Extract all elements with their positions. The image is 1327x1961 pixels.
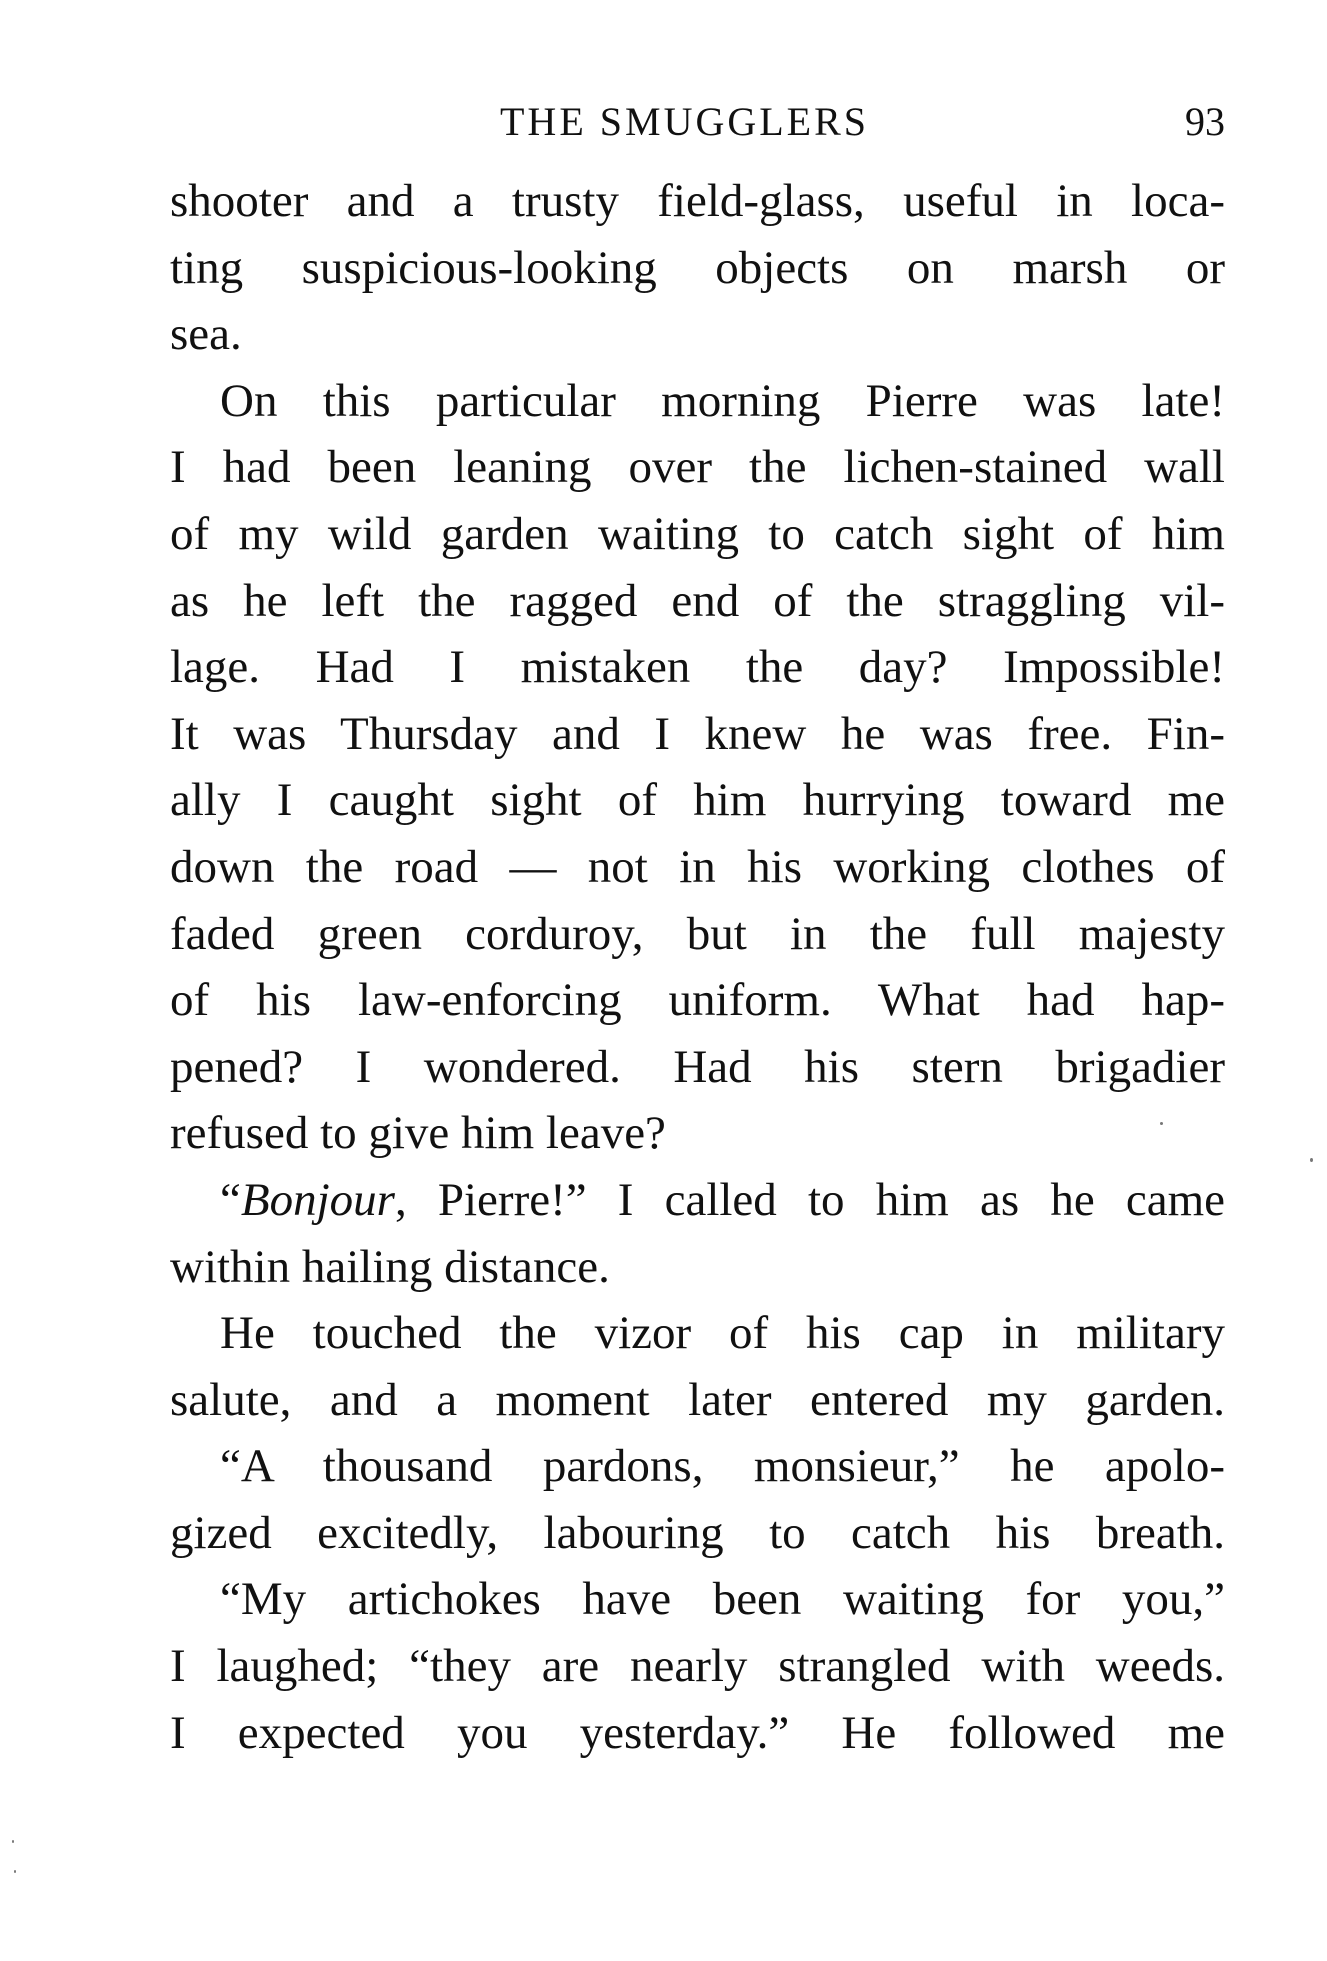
text-line: It was Thursday and I knew he was free. Fin- [170,707,1225,760]
text-line: I expected you yesterday.” He followed me [170,1706,1225,1759]
text-line: I laughed; “they are nearly strangled with weeds. [170,1640,1225,1693]
text-line: salute, and a moment later entered my garden. [170,1373,1225,1426]
italic-word: Bonjour [240,1173,395,1226]
paper-speck [14,1870,16,1873]
text-line: sea. [170,308,242,361]
text-fragment: , Pierre!” I called to him as he came [394,1173,1225,1226]
text-line: down the road — not in his working clothes of [170,840,1225,893]
text-line-with-italic [170,1167,1225,1234]
text-line: gized excitedly, labouring to catch his breath. [170,1506,1225,1559]
text-line: of my wild garden waiting to catch sight of him [170,507,1225,560]
text-line: On this particular morning Pierre was late! [220,374,1225,427]
paper-speck [1160,1122,1163,1125]
running-head [170,92,1225,152]
text-line: refused to give him leave? [170,1107,666,1160]
text-line: I had been leaning over the lichen-stained wall [170,441,1225,494]
text-line: ally I caught sight of him hurrying toward me [170,774,1225,827]
page-number: 93 [1185,99,1225,144]
text-line: within hailing distance. [170,1240,610,1293]
text-line: of his law-enforcing uniform. What had hap- [170,974,1225,1027]
text-line: “A thousand pardons, monsieur,” he apolo- [220,1440,1225,1493]
text-line: lage. Had I mistaken the day? Impossible! [170,641,1225,694]
text-line: “My artichokes have been waiting for you,” [220,1573,1225,1626]
text-fragment: “ [220,1173,241,1226]
text-line: ting suspicious-looking objects on marsh or [170,241,1225,294]
text-line: faded green corduroy, but in the full majesty [170,907,1225,960]
running-title: THE SMUGGLERS [500,99,870,144]
text-line: shooter and a trusty field-glass, useful in loca- [170,175,1225,227]
text-line: He touched the vizor of his cap in military [220,1307,1225,1360]
body-text [170,168,1225,1766]
paper-speck [12,1840,14,1843]
text-line: as he left the ragged end of the straggling vil- [170,574,1225,627]
text-line: pened? I wondered. Had his stern brigadier [170,1040,1225,1093]
paper-speck [1310,1158,1313,1162]
